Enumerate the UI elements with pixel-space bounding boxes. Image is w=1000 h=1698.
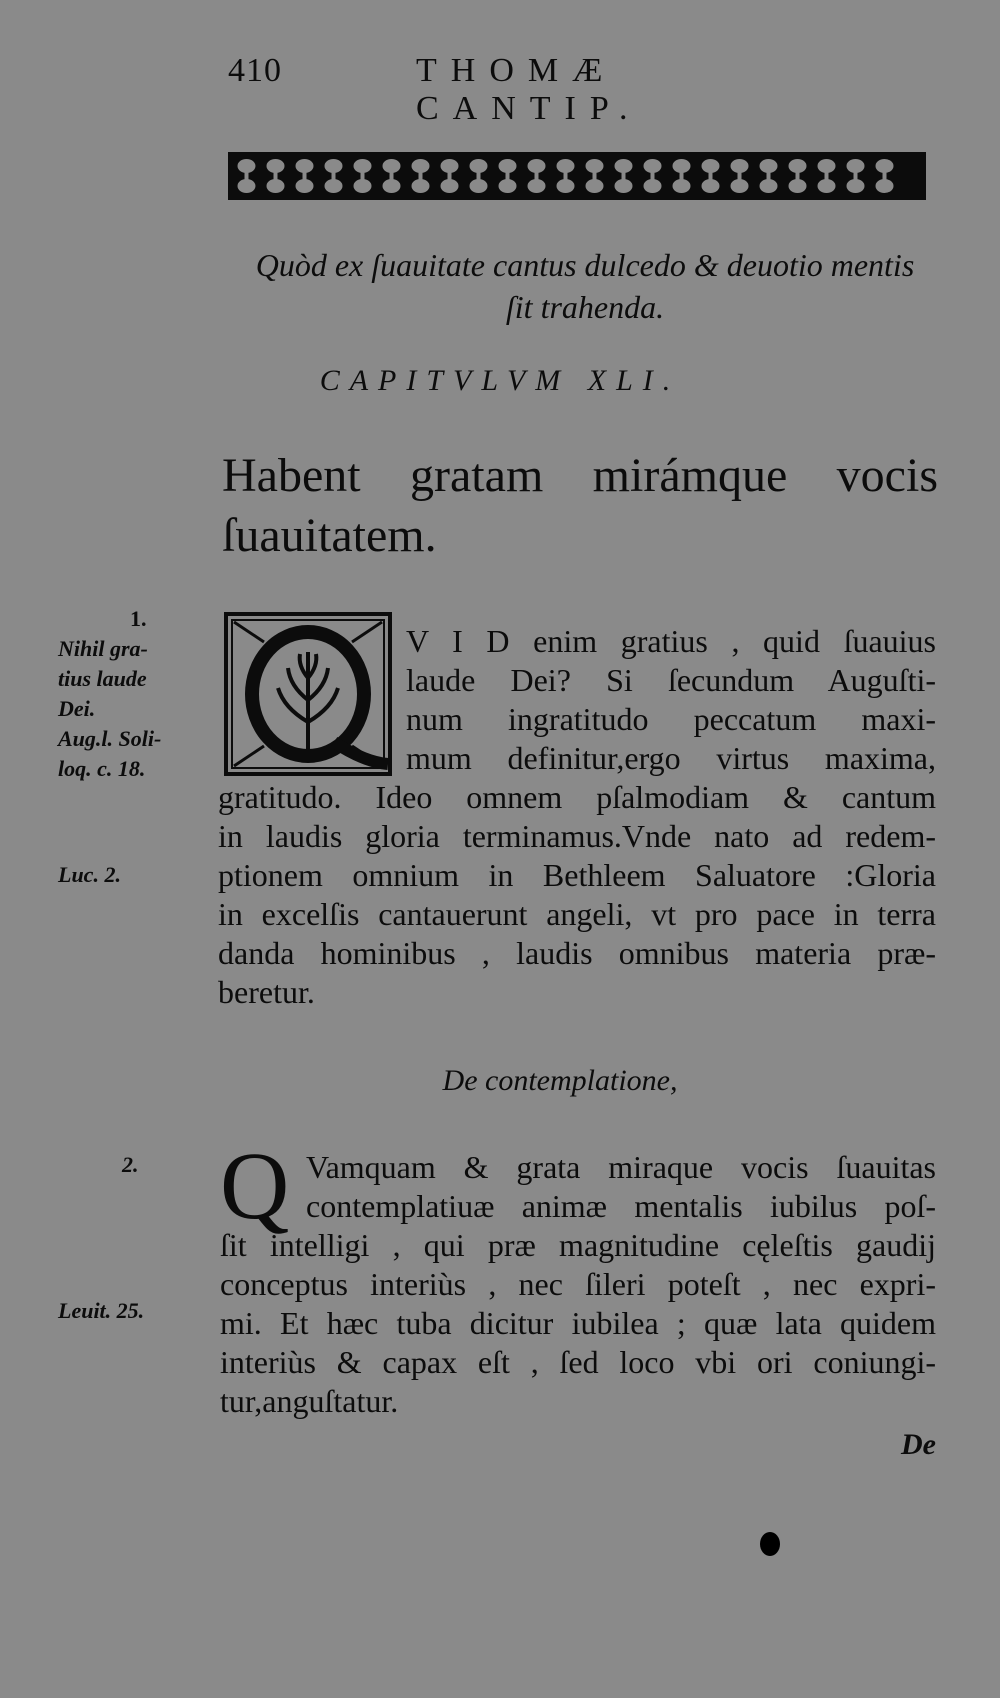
- text-line: gratitudo. Ideo omnem pſalmodiam & cantum: [218, 779, 936, 815]
- margin-note-line: Nihil gra-: [58, 636, 148, 661]
- margin-note-line: Dei.: [58, 696, 96, 721]
- text-line: in laudis gloria terminamus.Vnde nato ad redem-: [218, 818, 936, 854]
- margin-note-1: [58, 604, 208, 784]
- page-number: 410: [228, 52, 282, 89]
- text-line: tur,anguſtatur.: [220, 1383, 399, 1419]
- text-line: ptionem omnium in Bethleem Saluatore :Gloria: [218, 857, 936, 893]
- text-line: mum definitur,ergo virtus maxima,: [406, 740, 936, 776]
- text-line: Vamquam & grata miraque vocis ſuauitas: [306, 1149, 936, 1185]
- margin-note-line: Aug.l. Soli-: [58, 726, 162, 751]
- text-line: ſit intelligi , qui præ magnitudine cęleſtis gaudij: [220, 1227, 936, 1263]
- section-heading: [222, 446, 938, 566]
- summary-line-2: ſit trahenda.: [505, 289, 665, 325]
- margin-note-line: tius laude: [58, 666, 147, 691]
- initial-letter: Q: [220, 1132, 290, 1239]
- ornamental-border-band: [228, 152, 926, 200]
- margin-note-2: Luc. 2.: [58, 862, 121, 887]
- chapter-summary-heading: [240, 244, 930, 328]
- ink-blot: [760, 1532, 780, 1556]
- text-line: contemplatiuæ animæ mentalis iubilus poſ-: [306, 1188, 936, 1224]
- paragraph-2-body: [220, 1226, 936, 1421]
- woodcut-initial-q: [224, 612, 392, 776]
- subheading: De contemplatione,: [442, 1064, 678, 1097]
- text-line: danda hominibus , laudis omnibus materia præ-: [218, 935, 936, 971]
- section-heading-line-1: Habent gratam mirámque vocis: [222, 449, 938, 502]
- text-line: conceptus interiùs , nec ſileri poteſt , nec expri-: [220, 1266, 936, 1302]
- margin-note-number: 1.: [130, 606, 147, 631]
- text-line: num ingratitudo peccatum maxi-: [406, 701, 936, 737]
- margin-note-4: Leuit. 25.: [58, 1298, 145, 1323]
- text-line: in excelſis cantauerunt angeli, vt pro pace in terra: [218, 896, 936, 932]
- text-line: beretur.: [218, 974, 315, 1010]
- text-line: interiùs & capax eſt , ſed loco vbi ori coniungi-: [220, 1344, 936, 1380]
- chapter-title: CAPITVLVM XLI.: [319, 364, 681, 397]
- section-heading-line-2: ſuauitatem.: [222, 509, 437, 562]
- paragraph-2-beside-initial: [306, 1148, 936, 1226]
- text-line: mi. Et hæc tuba dicitur iubilea ; quæ lata quidem: [220, 1305, 936, 1341]
- catchword: De: [901, 1428, 936, 1461]
- running-title: THOMÆ CANTIP.: [416, 52, 642, 127]
- paragraph-1-body: [218, 778, 936, 1012]
- summary-line-1: Quòd ex ſuauitate cantus dulcedo & deuotio mentis: [255, 247, 915, 283]
- paragraph-1-beside-dropcap: [406, 622, 936, 778]
- text-line: V I D enim gratius , quid ſuauius: [406, 623, 936, 659]
- margin-note-line: loq. c. 18.: [58, 756, 146, 781]
- text-line: laude Dei? Si ſecundum Auguſti-: [406, 662, 936, 698]
- margin-note-3: 2.: [122, 1152, 139, 1177]
